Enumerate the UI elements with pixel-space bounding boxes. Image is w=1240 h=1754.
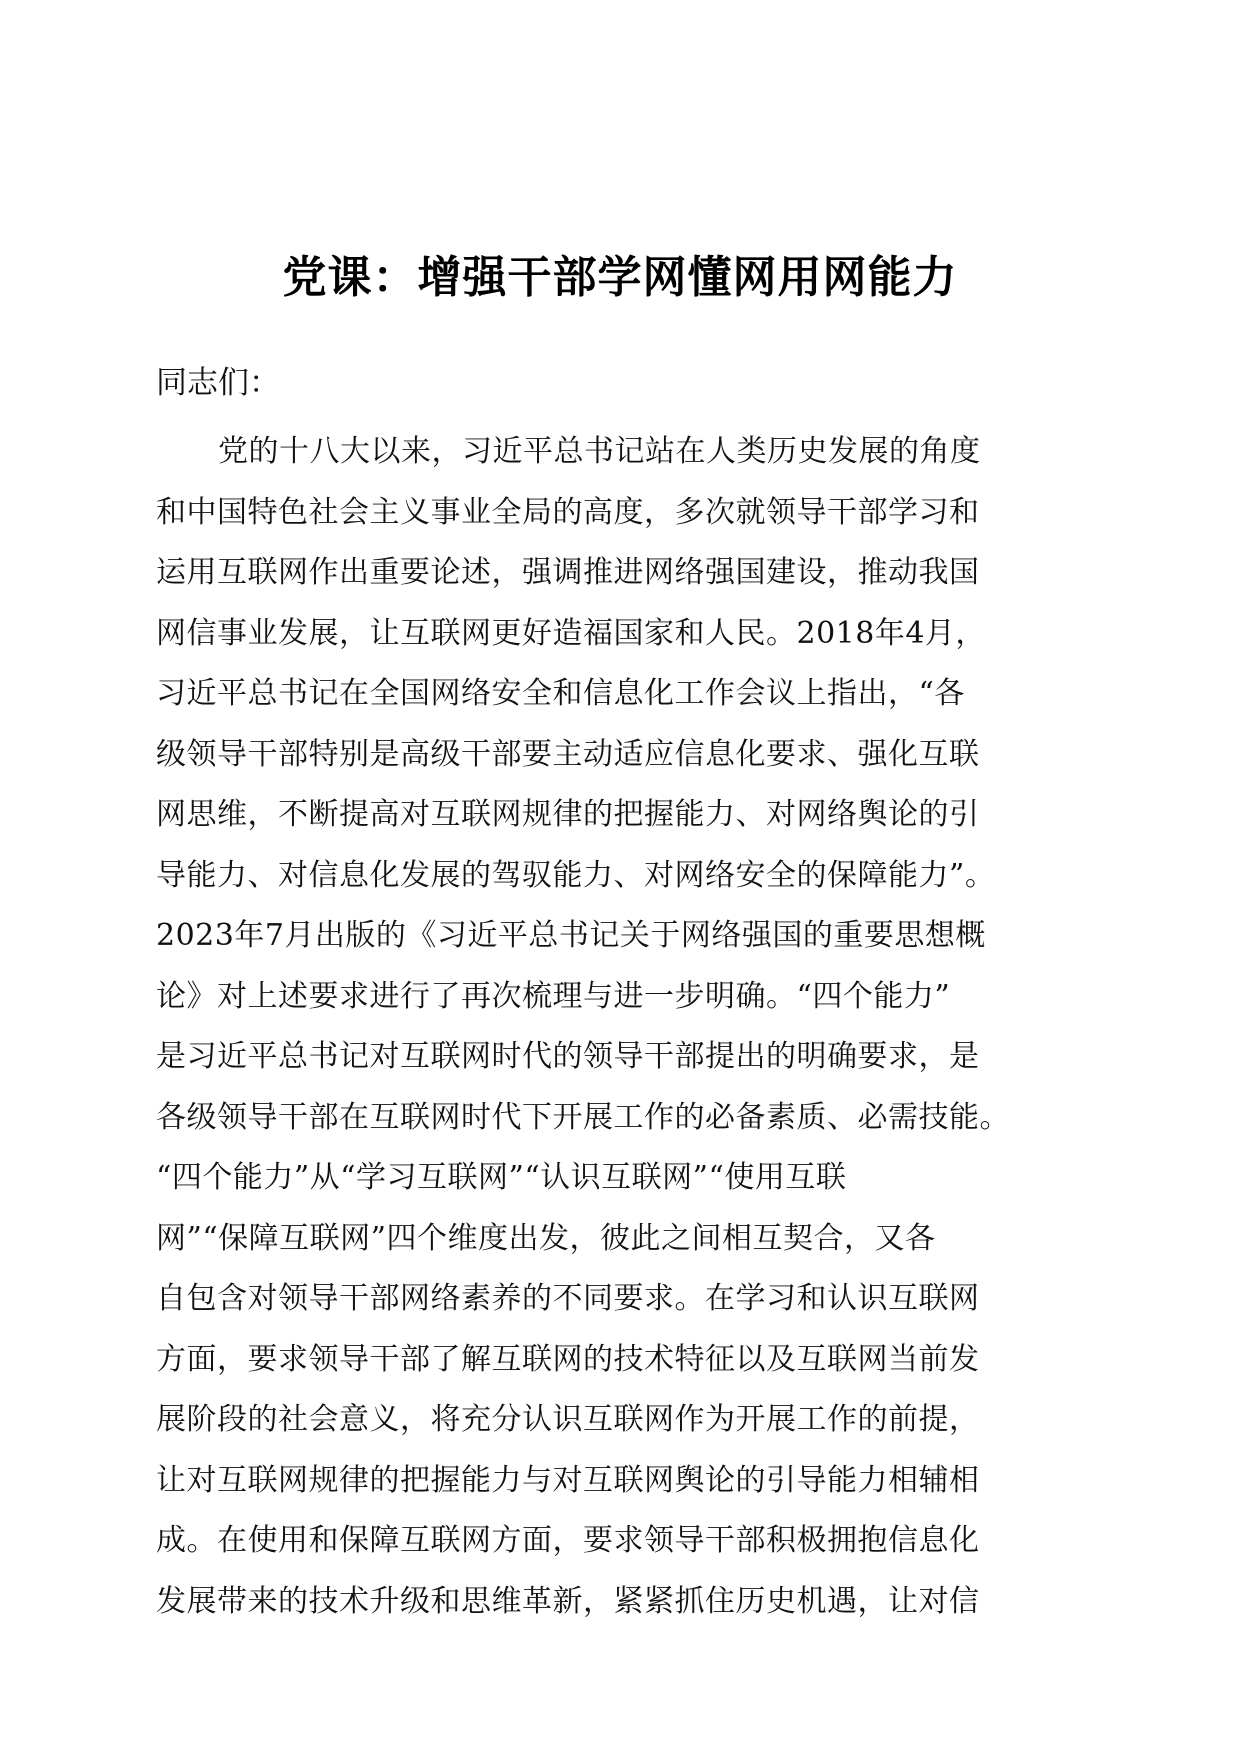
body-line: 运用互联网作出重要论述，强调推进网络强国建设，推动我国 <box>156 555 980 590</box>
body-line: 各级领导干部在互联网时代下开展工作的必备素质、必需技能。 <box>156 1099 1010 1135</box>
body-line: 发展带来的技术升级和思维革新，紧紧抓住历史机遇，让对信 <box>156 1583 980 1619</box>
document-title: 党课：增强干部学网懂网用网能力 <box>282 252 958 303</box>
body-line: 自包含对领导干部网络素养的不同要求。在学习和认识互联网 <box>156 1281 980 1316</box>
body-line: “四个能力”从“学习互联网”“认识互联网”“使用互联 <box>156 1160 847 1195</box>
body-line: 成。在使用和保障互联网方面，要求领导干部积极拥抱信息化 <box>156 1523 980 1558</box>
body-line: 网”“保障互联网”四个维度出发，彼此之间相互契合，又各 <box>156 1220 936 1256</box>
body-line: 方面，要求领导干部了解互联网的技术特征以及互联网当前发 <box>156 1341 980 1377</box>
salutation: 同志们： <box>156 365 280 401</box>
body-line: 网信事业发展，让互联网更好造福国家和人民。2018年4月， <box>156 615 986 651</box>
body-line: 让对互联网规律的把握能力与对互联网舆论的引导能力相辅相 <box>156 1462 980 1498</box>
body-paragraph <box>156 422 1086 1632</box>
body-line: 和中国特色社会主义事业全局的高度，多次就领导干部学习和 <box>156 494 980 530</box>
body-line: 级领导干部特别是高级干部要主动适应信息化要求、强化互联 <box>156 736 980 772</box>
body-line: 是习近平总书记对互联网时代的领导干部提出的明确要求，是 <box>156 1039 980 1074</box>
body-line: 展阶段的社会意义，将充分认识互联网作为开展工作的前提， <box>156 1402 980 1437</box>
body-line: 导能力、对信息化发展的驾驭能力、对网络安全的保障能力”。 <box>156 857 996 893</box>
body-line: 论》对上述要求进行了再次梳理与进一步明确。“四个能力” <box>156 978 951 1014</box>
body-line: 网思维，不断提高对互联网规律的把握能力、对网络舆论的引 <box>156 797 980 832</box>
body-line: 2023年7月出版的《习近平总书记关于网络强国的重要思想概 <box>156 918 986 953</box>
body-line: 习近平总书记在全国网络安全和信息化工作会议上指出，“各 <box>156 676 965 711</box>
body-line: 党的十八大以来，习近平总书记站在人类历史发展的角度 <box>218 434 981 469</box>
